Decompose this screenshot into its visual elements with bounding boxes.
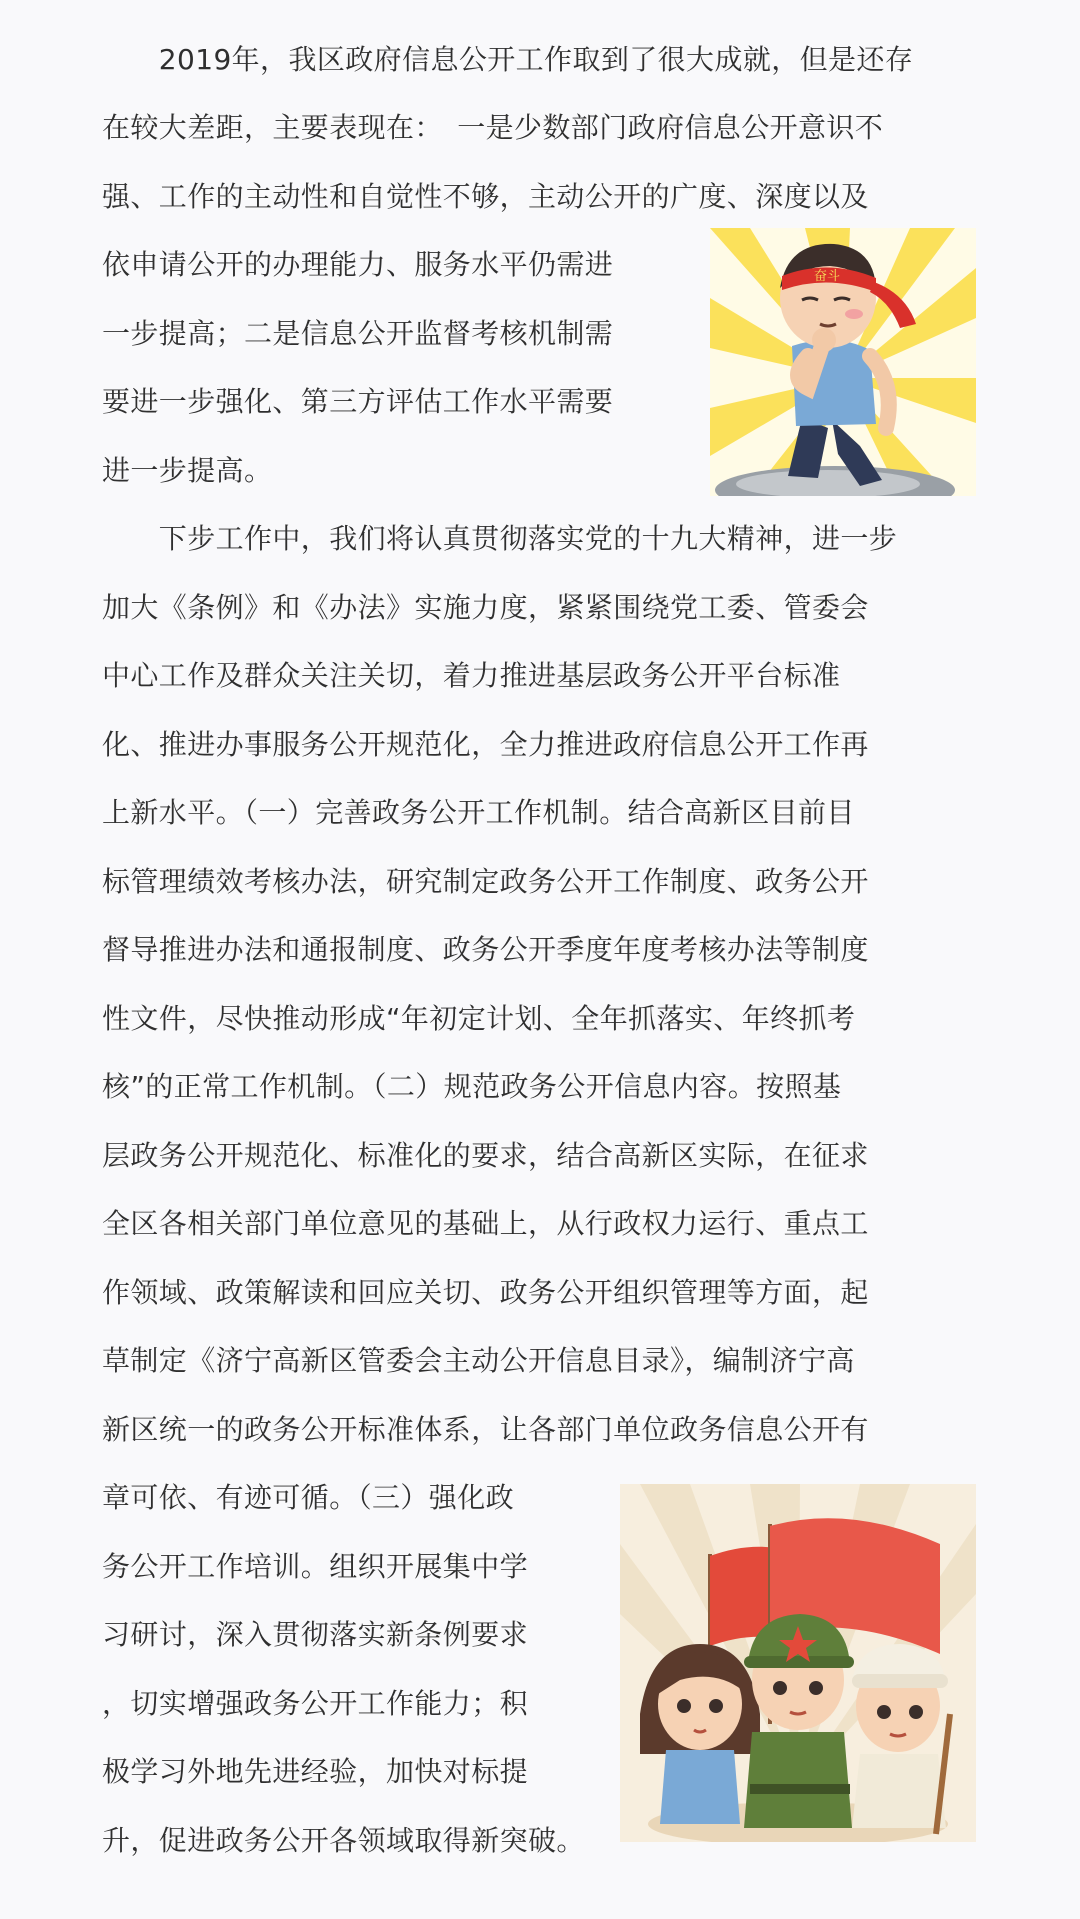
text-line: 习研讨，深入贯彻落实新条例要求: [102, 1618, 529, 1651]
text-line: 全区各相关部门单位意见的基础上，从行政权力运行、重点工: [102, 1207, 869, 1240]
text-line: 化、推进办事服务公开规范化，全力推进政府信息公开工作再: [102, 728, 869, 761]
text-line: 在较大差距，主要表现在： 一是少数部门政府信息公开意识不: [102, 111, 884, 144]
text-line: 进一步提高。: [102, 454, 273, 487]
text-line: 标管理绩效考核办法，研究制定政务公开工作制度、政务公开: [102, 865, 869, 898]
text-line: 作领域、政策解读和回应关切、政务公开组织管理等方面，起: [102, 1276, 869, 1309]
text-line: 一步提高；二是信息公开监督考核机制需: [102, 317, 614, 350]
text-line: 核”的正常工作机制。（二）规范政务公开信息内容。按照基: [102, 1070, 842, 1103]
text-line: ，切实增强政务公开工作能力；积: [102, 1687, 529, 1720]
text-line: 依申请公开的办理能力、服务水平仍需进: [102, 248, 614, 281]
text-line: 务公开工作培训。组织开展集中学: [102, 1550, 529, 1583]
text-line: 中心工作及群众关注关切，着力推进基层政务公开平台标准: [102, 659, 841, 692]
text-line: 下步工作中，我们将认真贯彻落实党的十九大精神，进一步: [102, 522, 898, 555]
text-line: 层政务公开规范化、标准化的要求，结合高新区实际，在征求: [102, 1139, 869, 1172]
text-line: 督导推进办法和通报制度、政务公开季度年度考核办法等制度: [102, 933, 869, 966]
thinker-illustration: [710, 228, 976, 496]
text-line: 2019年，我区政府信息公开工作取到了很大成就，但是还存: [102, 43, 914, 76]
text-line: 加大《条例》和《办法》实施力度，紧紧围绕党工委、管委会: [102, 591, 869, 624]
thinker-cartoon-icon: [710, 228, 976, 496]
text-line: 极学习外地先进经验，加快对标提: [102, 1755, 529, 1788]
text-line: 新区统一的政务公开标准体系，让各部门单位政务信息公开有: [102, 1413, 869, 1446]
text-line: 章可依、有迹可循。（三）强化政: [102, 1481, 515, 1514]
text-line: 要进一步强化、第三方评估工作水平需要: [102, 385, 614, 418]
text-line: 上新水平。（一）完善政务公开工作机制。结合高新区目前目: [102, 796, 855, 829]
text-line: 性文件，尽快推动形成“年初定计划、全年抓落实、年终抓考: [102, 1002, 856, 1035]
text-line: 升，促进政务公开各领域取得新突破。: [102, 1824, 585, 1857]
three-heroes-icon: [620, 1484, 976, 1842]
text-line: 草制定《济宁高新区管委会主动公开信息目录》，编制济宁高: [102, 1344, 855, 1377]
heroes-illustration: [620, 1484, 976, 1842]
headband-text: 奋斗: [814, 269, 841, 284]
text-line: 强、工作的主动性和自觉性不够，主动公开的广度、深度以及: [102, 180, 869, 213]
